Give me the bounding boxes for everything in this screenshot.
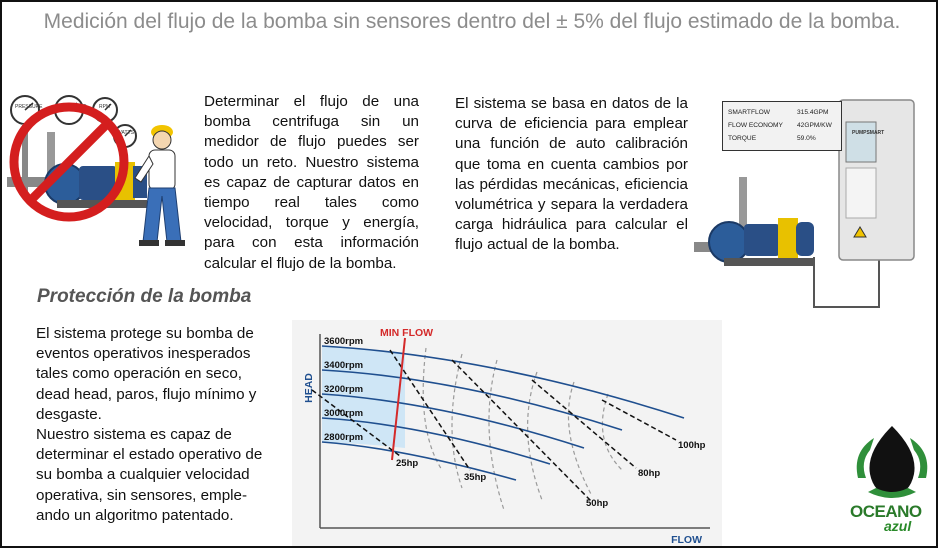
protection-paragraph: [36, 324, 282, 526]
rpm-label: 3200rpm: [324, 384, 364, 395]
protection-line: El sistema protege su bomba de: [36, 325, 254, 342]
hp-label: 80hp: [638, 468, 661, 479]
protection-line: Nuestro sistema es capaz de: [36, 426, 232, 444]
x-axis-label: FLOW: [671, 534, 702, 546]
hp-label: 25hp: [396, 458, 419, 469]
panel-label: TORQUE: [728, 135, 757, 142]
oceano-azul-logo: [848, 422, 936, 504]
gauge-label: WATTS: [117, 130, 134, 136]
intro-paragraph: Determinar el flujo de una bomba centrifuga sin un medidor de flujo puedes ser todo un reto. Nuestro sistema es capaz de capturar datos en tiempo real tales como velocidad, torque y energía, para con esta información calcular el flujo de la bomba.: [204, 93, 419, 272]
pump-icon: [694, 177, 814, 266]
slide-title: Medición del flujo de la bomba sin sensores dentro del ± 5% del flujo estimado de la bomba.: [43, 10, 901, 33]
gauge-label: PRESSURE: [59, 104, 87, 110]
hp-label: 100hp: [678, 440, 706, 451]
hp-label: 35hp: [464, 472, 487, 483]
logo-wordmark-sub: azul: [884, 518, 912, 534]
pump-curve-chart: [292, 320, 722, 546]
gauge-label: RPM: [99, 104, 111, 110]
y-axis-label: HEAD: [303, 373, 315, 403]
panel-value: 42GPM/KW: [797, 122, 832, 129]
drive-display-panel: [722, 101, 842, 151]
rpm-label: 3400rpm: [324, 360, 364, 371]
no-sensors-illustration: [7, 92, 197, 257]
protection-line: desgaste.: [36, 405, 102, 423]
panel-label: SMARTFLOW: [728, 109, 771, 116]
protection-line: eventos operativos inesperados: [36, 345, 251, 363]
protection-line: ando un algoritmo patentado.: [36, 506, 234, 524]
protection-line: tales como operación en seco,: [36, 365, 242, 383]
protection-line: su bomba a cualquier velocidad: [36, 466, 250, 484]
rpm-label: 2800rpm: [324, 432, 364, 443]
panel-value: 315.4GPM: [797, 109, 829, 116]
rpm-label: 3600rpm: [324, 336, 364, 347]
rpm-label: 3000rpm: [324, 408, 364, 419]
panel-label: FLOW ECONOMY: [728, 122, 783, 129]
hp-label: 50hp: [586, 498, 609, 509]
protection-line: dead head, paros, flujo mínimo y: [36, 385, 257, 403]
drop-icon: [869, 426, 914, 496]
protection-line: determinar el estado operativo de: [36, 446, 263, 464]
min-flow-label: MIN FLOW: [380, 327, 434, 339]
drive-brand: PUMPSMART: [852, 130, 885, 136]
protection-line: operativa, sin sensores, emple-: [36, 486, 248, 504]
gauge-label: PRESSURE: [15, 104, 43, 110]
logo-wordmark: OCEANO: [850, 502, 922, 521]
panel-value: 59.0%: [797, 135, 816, 142]
section-heading: Protección de la bomba: [37, 286, 252, 307]
system-paragraph: El sistema se basa en datos de la curva de eficiencia para emplear una función de auto calibración que toma en cuenta cambios por las pérdidas mecánicas, eficiencia volumétrica y separa la verdadera carga hidráulica para calcular el flujo actual de la bomba.: [455, 95, 688, 254]
